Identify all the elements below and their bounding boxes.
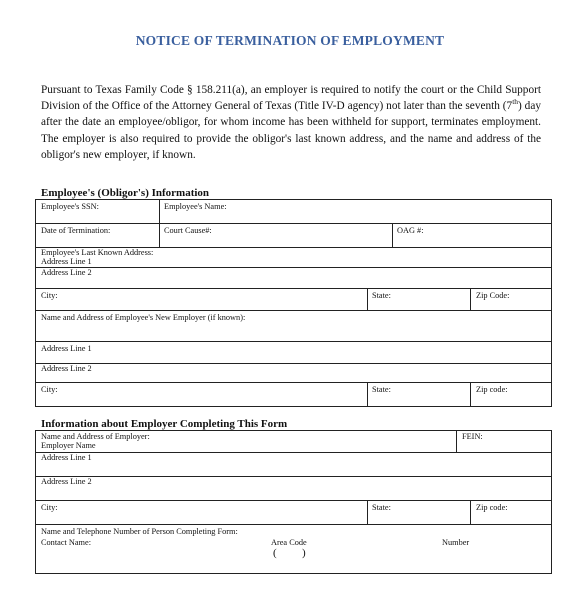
area-code-open-paren: (: [273, 547, 277, 559]
intro-text-1: Pursuant to Texas Family Code § 158.211(a), an employer is required to notify the court or the Child Support Division of the Office of the Attorney General of Texas (Title IV-D agency) not later than the seventh (7: [41, 84, 541, 113]
city-label: City:: [41, 291, 58, 300]
employer-city-label: City:: [41, 503, 58, 512]
row-new-employer-city-state-zip: [36, 383, 551, 407]
employer-state-label: State:: [372, 503, 391, 512]
row-new-employer-address-2: [36, 364, 551, 383]
new-employer-state-label: State:: [372, 385, 391, 394]
employer-name-address-label: Name and Address of Employer:: [41, 432, 150, 441]
intro-superscript: th: [512, 97, 519, 107]
new-employer-label: Name and Address of Employee's New Employer (if known):: [41, 313, 246, 322]
row-person-completing: [36, 525, 551, 574]
address-line-2-label: Address Line 2: [41, 268, 92, 277]
row-employer-address-1: [36, 453, 551, 477]
fein-label: FEIN:: [462, 432, 483, 441]
new-employer-address-line-2-label: Address Line 2: [41, 364, 92, 373]
number-label: Number: [442, 538, 470, 547]
intro-text-2: ) day after the date an employee/obligor, for whom income has been withheld for support, terminates employment. The employer is also required to provide the obligor's last known address, and the name and address of the obligor's new employer, if known.: [41, 100, 541, 161]
ssn-label: Employee's SSN:: [41, 202, 99, 211]
new-employer-address-line-1-label: Address Line 1: [41, 344, 92, 353]
employee-info-table: [35, 199, 552, 407]
employer-name-label: Employer Name: [41, 441, 96, 450]
row-address-2: [36, 268, 551, 289]
zip-label: Zip Code:: [476, 291, 510, 300]
employer-zip-label: Zip code:: [476, 503, 508, 512]
employee-section-heading: Employee's (Obligor's) Information: [41, 187, 210, 199]
area-code-close-paren: ): [302, 547, 306, 559]
form-title: NOTICE OF TERMINATION OF EMPLOYMENT: [135, 33, 445, 48]
last-address-label: Employee's Last Known Address:: [41, 248, 154, 257]
contact-name-label: Contact Name:: [41, 538, 91, 547]
state-label: State:: [372, 291, 391, 300]
employer-address-line-1-label: Address Line 1: [41, 453, 92, 462]
date-termination-label: Date of Termination:: [41, 226, 111, 235]
row-new-employer: [36, 311, 551, 342]
row-ssn-name: [36, 200, 551, 224]
employer-info-table: [35, 430, 552, 574]
intro-paragraph: [41, 82, 541, 163]
new-employer-city-label: City:: [41, 385, 58, 394]
employer-address-line-2-label: Address Line 2: [41, 477, 92, 486]
row-employer-name: [36, 431, 551, 453]
area-code-label: Area Code: [271, 538, 307, 547]
person-completing-label: Name and Telephone Number of Person Completing Form:: [41, 527, 238, 536]
address-line-1-label: Address Line 1: [41, 257, 92, 266]
row-new-employer-address-1: [36, 342, 551, 364]
employee-name-label: Employee's Name:: [164, 202, 227, 211]
row-employer-city-state-zip: [36, 501, 551, 525]
court-cause-label: Court Cause#:: [164, 226, 212, 235]
employer-section-heading: Information about Employer Completing This Form: [41, 418, 288, 430]
new-employer-zip-label: Zip code:: [476, 385, 508, 394]
row-date-court-oag: [36, 224, 551, 248]
row-city-state-zip: [36, 289, 551, 311]
row-last-address: [36, 248, 551, 268]
row-employer-address-2: [36, 477, 551, 501]
oag-label: OAG #:: [397, 226, 424, 235]
